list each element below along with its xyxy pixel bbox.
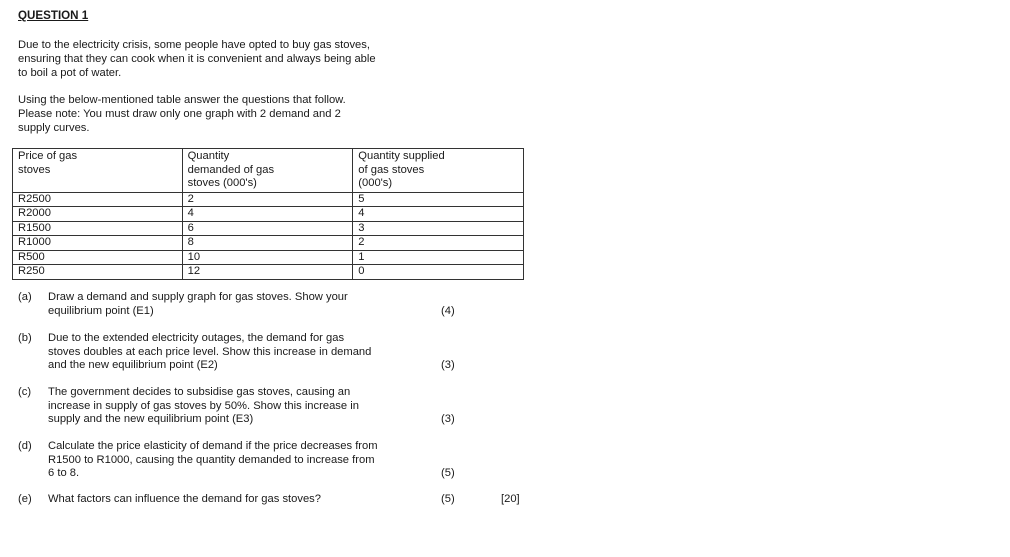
- question-line: The government decides to subsidise gas stoves, causing an: [48, 386, 351, 398]
- question-letter: (e): [18, 493, 32, 505]
- header-quantity-demanded: [182, 149, 353, 193]
- price-cell: R500: [13, 250, 183, 265]
- gas-stoves-table: [12, 148, 524, 280]
- intro-line: Due to the electricity crisis, some people have opted to buy gas stoves,: [18, 39, 370, 51]
- demand-cell: 12: [182, 265, 353, 280]
- question-line: Due to the extended electricity outages, the demand for gas: [48, 332, 345, 344]
- question-text: [48, 291, 428, 318]
- question-letter: (d): [18, 440, 32, 452]
- question-line: and the new equilibrium point (E2): [48, 359, 218, 372]
- demand-cell: 2: [182, 192, 353, 207]
- intro-line: to boil a pot of water.: [18, 67, 122, 79]
- question-letter: (c): [18, 386, 32, 398]
- instruction-line: supply curves.: [18, 122, 90, 134]
- question-text: [48, 386, 428, 427]
- price-cell: R250: [13, 265, 183, 280]
- header-line: Quantity supplied: [358, 150, 445, 162]
- question-marks: (5): [441, 467, 455, 479]
- supply-cell: 4: [353, 207, 524, 222]
- question-letter: (b): [18, 332, 32, 344]
- price-cell: R2500: [13, 192, 183, 207]
- total-marks: [20]: [501, 493, 520, 505]
- supply-cell: 3: [353, 221, 524, 236]
- question-text: [48, 332, 428, 373]
- supply-cell: 5: [353, 192, 524, 207]
- supply-cell: 2: [353, 236, 524, 251]
- demand-cell: 4: [182, 207, 353, 222]
- question-line: What factors can influence the demand for gas stoves?: [48, 493, 322, 505]
- intro-paragraph: [18, 38, 438, 80]
- supply-cell: 1: [353, 250, 524, 265]
- demand-cell: 10: [182, 250, 353, 265]
- instruction-paragraph: [18, 93, 438, 135]
- demand-cell: 8: [182, 236, 353, 251]
- intro-line: ensuring that they can cook when it is convenient and always being able: [18, 53, 376, 65]
- question-line: 6 to 8.: [48, 467, 80, 480]
- header-line: (000's): [358, 177, 393, 189]
- header-line: of gas stoves: [358, 163, 425, 176]
- question-line: Draw a demand and supply graph for gas stoves. Show your: [48, 291, 348, 303]
- header-line: stoves (000's): [187, 177, 257, 189]
- question-text: [48, 493, 428, 507]
- question-line: increase in supply of gas stoves by 50%. Show this increase in: [48, 399, 359, 412]
- header-quantity-supplied: [353, 149, 524, 193]
- question-line: Calculate the price elasticity of demand if the price decreases from: [48, 440, 378, 452]
- table-row: [13, 192, 524, 207]
- header-line: Quantity: [187, 150, 230, 162]
- table-row: [13, 265, 524, 280]
- table-header-row: [13, 149, 524, 193]
- question-text: [48, 440, 428, 481]
- header-line: stoves: [18, 163, 51, 176]
- instruction-line: Using the below-mentioned table answer the questions that follow.: [18, 94, 346, 106]
- header-line: demanded of gas: [187, 163, 275, 176]
- demand-cell: 6: [182, 221, 353, 236]
- table-row: [13, 236, 524, 251]
- question-marks: (4): [441, 305, 455, 317]
- question-marks: (3): [441, 359, 455, 371]
- supply-cell: 0: [353, 265, 524, 280]
- table-row: [13, 221, 524, 236]
- question-letter: (a): [18, 291, 32, 303]
- instruction-line: Please note: You must draw only one graph with 2 demand and 2: [18, 108, 341, 120]
- table-row: [13, 207, 524, 222]
- question-line: equilibrium point (E1): [48, 304, 154, 317]
- question-line: stoves doubles at each price level. Show this increase in demand: [48, 345, 372, 358]
- question-marks: (5): [441, 493, 455, 505]
- price-cell: R1500: [13, 221, 183, 236]
- question-marks: (3): [441, 413, 455, 425]
- header-line: Price of gas: [18, 150, 78, 162]
- question-line: supply and the new equilibrium point (E3): [48, 413, 254, 426]
- price-cell: R1000: [13, 236, 183, 251]
- table-row: [13, 250, 524, 265]
- question-heading: QUESTION 1: [18, 9, 89, 22]
- question-line: R1500 to R1000, causing the quantity demanded to increase from: [48, 453, 375, 466]
- header-price: [13, 149, 183, 193]
- price-cell: R2000: [13, 207, 183, 222]
